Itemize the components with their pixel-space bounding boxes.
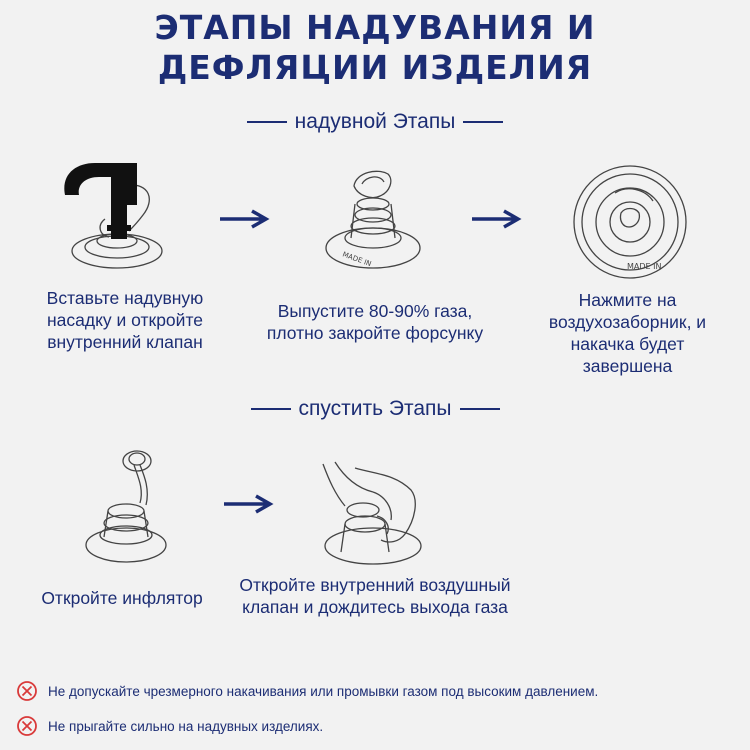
title-line-1: ЭТАПЫ НАДУВАНИЯ И [154, 8, 596, 47]
arrow-right-icon [218, 208, 270, 230]
caption-line: Откройте инфлятор [41, 588, 203, 608]
caption-line: Выпустите 80-90% газа, [277, 301, 473, 321]
inflate-step-3-caption [525, 289, 730, 377]
heading-rule-right [460, 408, 500, 410]
valve-stamp-text: MADE IN [627, 262, 662, 271]
caption-line: плотно закройте форсунку [266, 323, 484, 343]
title-line-2: ДЕФЛЯЦИИ ИЗДЕЛИЯ [157, 48, 593, 87]
pump-nozzle-valve-icon [55, 155, 175, 280]
prohibited-icon [16, 680, 38, 702]
caption-line: клапан и дождитесь выхода газа [242, 597, 508, 617]
inflate-step-1-caption [20, 287, 230, 353]
caption-line: Нажмите на [578, 290, 677, 310]
caption-line: накачка будет [570, 334, 685, 354]
caption-line: завершена [582, 356, 673, 376]
heading-rule-left [247, 121, 287, 123]
deflate-heading [0, 397, 750, 421]
inflate-heading-text: надувной Этапы [294, 110, 456, 133]
arrow-right-icon [470, 208, 522, 230]
warning-item [16, 680, 598, 702]
inflate-heading [0, 110, 750, 134]
deflate-step-2-caption [215, 574, 535, 618]
open-inflator-icon [80, 445, 180, 570]
inflate-step-2-caption [240, 300, 510, 344]
caption-line: воздухозаборник, и [548, 312, 707, 332]
hand-pressing-valve-icon [315, 460, 430, 570]
valve-top-view-icon [565, 163, 695, 281]
page-title [0, 8, 750, 88]
svg-text:MADE IN: MADE IN [341, 250, 373, 269]
warning-text: Не прыгайте сильно на надувных изделиях. [48, 718, 324, 734]
heading-rule-right [463, 121, 503, 123]
caption-line: Откройте внутренний воздушный [239, 575, 511, 595]
heading-rule-left [251, 408, 291, 410]
warning-text: Не допускайте чрезмерного накачивания или промывки газом под высоким давлением. [48, 683, 599, 699]
arrow-right-icon [222, 493, 274, 515]
caption-line: насадку и откройте [46, 310, 203, 330]
prohibited-icon [16, 715, 38, 737]
warning-item [16, 715, 323, 737]
closed-valve-icon [318, 160, 428, 275]
caption-line: Вставьте надувную [46, 288, 204, 308]
deflate-heading-text: спустить Этапы [298, 397, 452, 420]
deflate-step-1-caption [22, 587, 222, 609]
caption-line: внутренний клапан [47, 332, 203, 352]
